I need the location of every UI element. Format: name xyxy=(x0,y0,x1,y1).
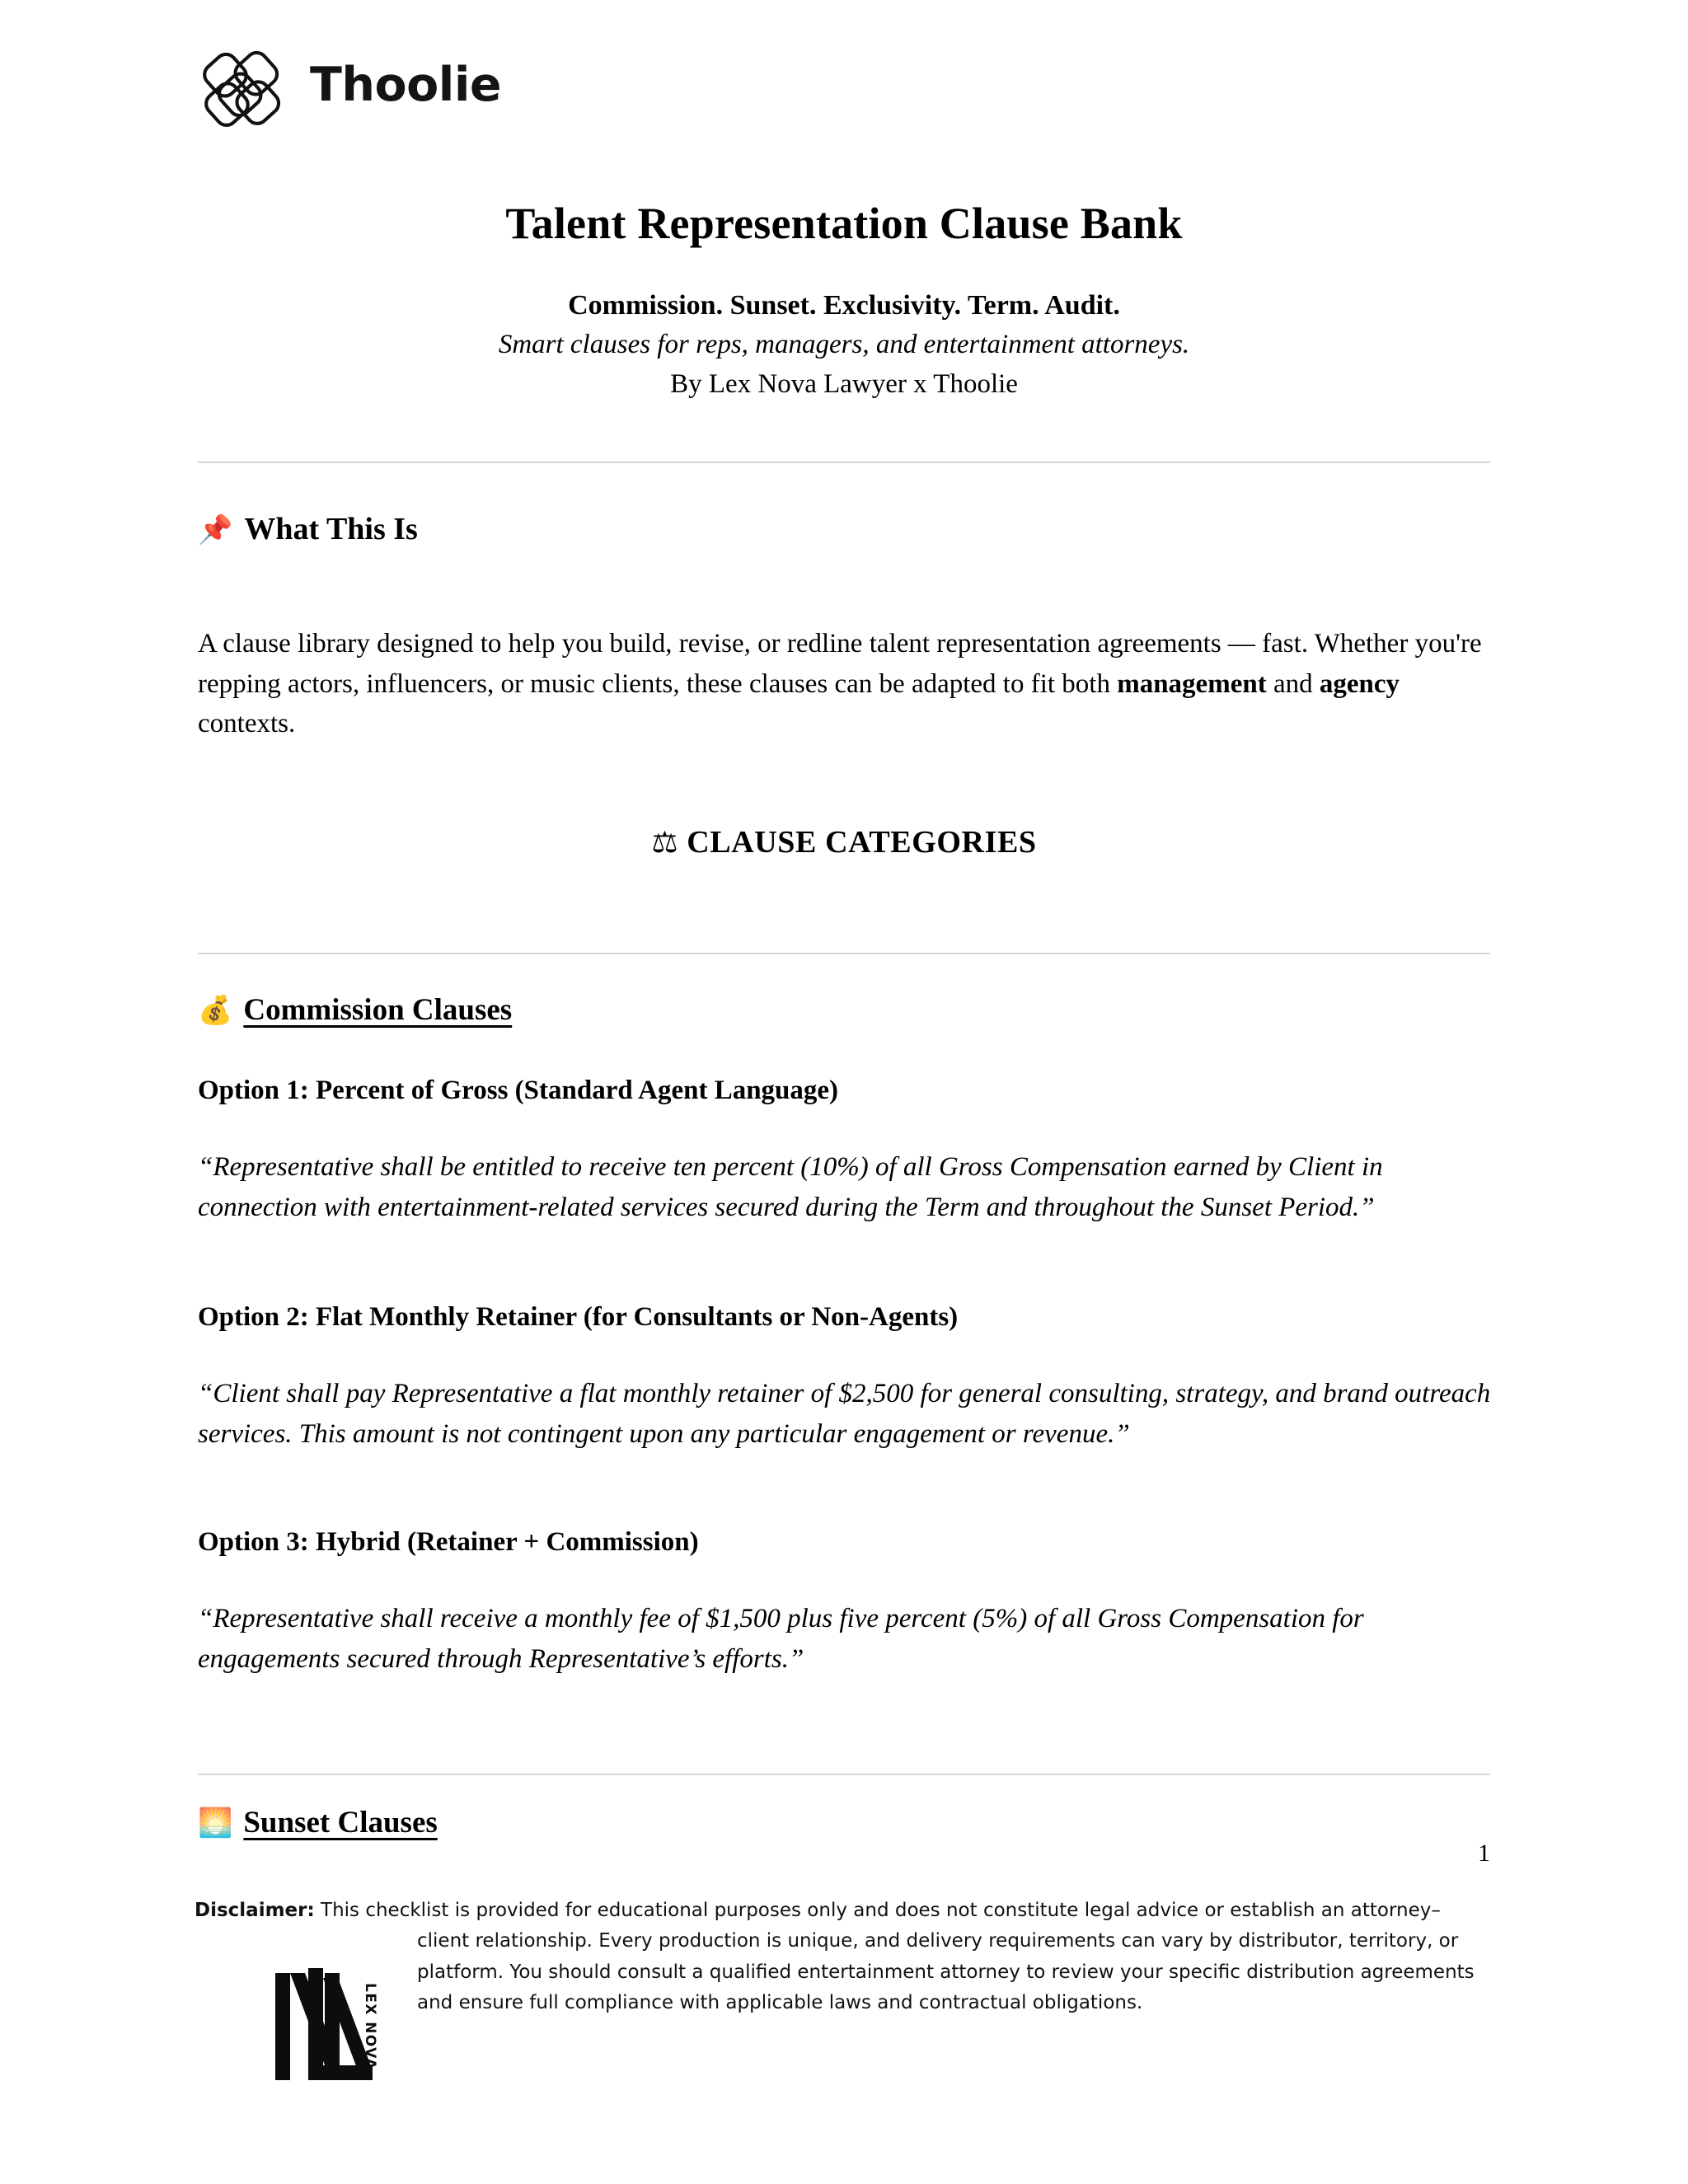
page-title: Talent Representation Clause Bank xyxy=(505,199,1183,248)
clause-categories-header xyxy=(0,824,1688,860)
money-bag-icon: 💰 xyxy=(198,994,233,1027)
disclaimer-line1-text: This checklist is provided for educational purposes only and does not constitute legal advice or establish an attorney– xyxy=(314,1900,1441,1921)
paragraph-bold-management: management xyxy=(1117,668,1267,699)
disclaimer-body: client relationship. Every production is unique, and delivery requirements can vary by distributor, territory, or platform. You should consult a qualified entertainment attorney to review your specific distribution agreements and ensure full compliance with applicable laws and contractual obligations. xyxy=(417,1930,1475,2013)
title-tagline: Commission. Sunset. Exclusivity. Term. Audit. xyxy=(568,290,1120,321)
brand-header xyxy=(198,40,501,130)
divider-top xyxy=(198,462,1490,463)
what-this-is-paragraph xyxy=(198,624,1492,744)
title-byline: By Lex Nova Lawyer x Thoolie xyxy=(670,369,1018,400)
section-heading-sunset-clauses xyxy=(198,1805,438,1840)
divider-sunset xyxy=(198,1774,1490,1775)
option-2-title: Option 2: Flat Monthly Retainer (for Consultants or Non-Agents) xyxy=(198,1302,959,1332)
svg-text:LEX NOVA: LEX NOVA xyxy=(362,1983,378,2071)
paragraph-text-part1: A clause library designed to help you build, revise, or redline talent representation agreements — fast. Whether you're repping actors, influencers, or music clients, these clauses can be adapted to fit both xyxy=(198,629,1482,699)
commission-clauses-label: Commission Clauses xyxy=(243,993,513,1027)
option-1-title: Option 1: Percent of Gross (Standard Agent Language) xyxy=(198,1076,839,1105)
disclaimer-label: Disclaimer: xyxy=(195,1900,315,1921)
page-number: 1 xyxy=(1478,1840,1490,1867)
title-subtitle: Smart clauses for reps, managers, and entertainment attorneys. xyxy=(498,330,1190,360)
divider-categories xyxy=(198,953,1490,954)
sunrise-icon: 🌅 xyxy=(198,1807,233,1840)
lex-nova-logo-icon xyxy=(270,1966,387,2098)
paragraph-text-part3: contexts. xyxy=(198,709,296,738)
title-subtitle-block xyxy=(0,285,1688,405)
option-3-title: Option 3: Hybrid (Retainer + Commission) xyxy=(198,1527,699,1557)
paragraph-bold-agency: agency xyxy=(1319,668,1400,699)
section-heading-label: What This Is xyxy=(244,512,418,546)
option-2-quote: “Client shall pay Representative a flat monthly retainer of $2,500 for general consulting, strategy, and brand outreach services. This amount is not contingent upon any particular engagement or revenue.” xyxy=(198,1379,1491,1449)
sunset-clauses-label: Sunset Clauses xyxy=(243,1806,438,1840)
section-heading-what-this-is xyxy=(198,511,418,547)
thoolie-logo-icon xyxy=(198,40,295,130)
pushpin-icon: 📌 xyxy=(198,513,233,546)
footer-disclaimer xyxy=(195,1896,1497,2018)
paragraph-text-part2: and xyxy=(1266,668,1320,699)
brand-name: Thoolie xyxy=(310,57,502,112)
balance-scale-icon: ⚖ xyxy=(651,826,679,860)
option-1-quote: “Representative shall be entitled to receive ten percent (10%) of all Gross Compensation earned by Client in connection with entertainment-related services secured during the Term and throughout the Sunset Period.” xyxy=(198,1152,1383,1222)
disclaimer-first-line xyxy=(195,1896,1497,1926)
section-heading-commission-clauses xyxy=(198,992,512,1028)
clause-categories-label: CLAUSE CATEGORIES xyxy=(687,825,1037,860)
option-3-quote: “Representative shall receive a monthly fee of $1,500 plus five percent (5%) of all Gross Compensation for engagements secured through Representative’s efforts.” xyxy=(198,1604,1364,1674)
